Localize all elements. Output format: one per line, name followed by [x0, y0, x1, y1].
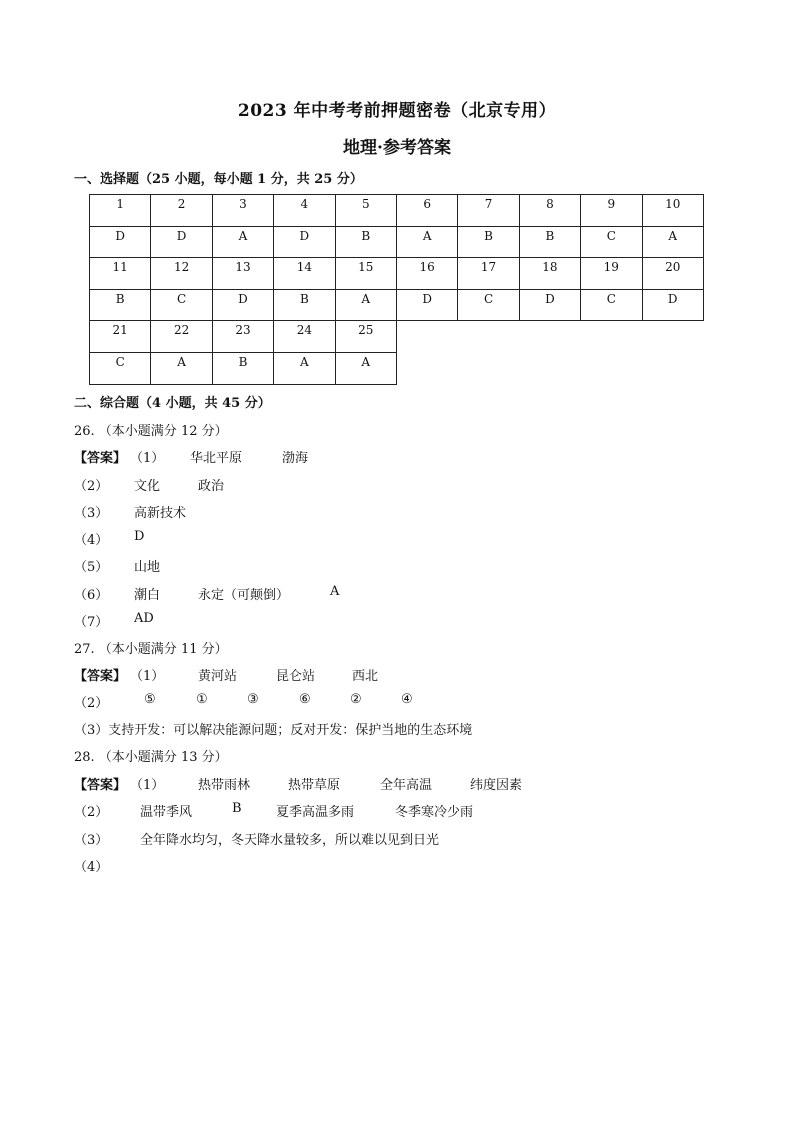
table-cell-empty [519, 352, 580, 384]
part-label: （2） [74, 805, 109, 820]
answer-text: 热带雨林 [198, 778, 251, 793]
table-cell-answer: D [274, 226, 335, 258]
answer-text: 温带季风 [140, 805, 193, 820]
table-cell-answer: B [90, 289, 151, 321]
table-cell-question-number: 1 [90, 195, 151, 227]
part-label: （1） [130, 778, 165, 793]
table-cell-empty [581, 321, 642, 353]
table-cell-answer: A [396, 226, 457, 258]
table-cell-answer: C [581, 289, 642, 321]
table-cell-question-number: 24 [274, 321, 335, 353]
table-cell-question-number: 20 [642, 258, 703, 290]
table-cell-answer: A [274, 352, 335, 384]
answer-text: 渤海 [282, 451, 309, 466]
q26-header: 26. （本小题满分 12 分） [74, 424, 228, 439]
table-row-answers [90, 226, 704, 258]
part-label: （4） [74, 533, 109, 548]
answer-sequence-item: ⑤ [144, 692, 156, 707]
answer-text: 夏季高温多雨 [276, 805, 355, 820]
table-cell-answer: B [274, 289, 335, 321]
part-label: （2） [74, 479, 109, 494]
answer-text: AD [134, 611, 154, 626]
table-cell-question-number: 12 [151, 258, 212, 290]
answer-text: 全年高温 [380, 778, 433, 793]
answer-text: A [330, 584, 340, 599]
table-cell-question-number: 22 [151, 321, 212, 353]
answer-text: B [232, 801, 242, 816]
table-cell-empty [458, 321, 519, 353]
table-cell-answer: D [151, 226, 212, 258]
table-cell-empty [396, 321, 457, 353]
part-label: （1） [130, 669, 165, 684]
table-cell-question-number: 13 [212, 258, 273, 290]
answer-text: 西北 [352, 669, 379, 684]
table-cell-question-number: 15 [335, 258, 396, 290]
part-label: （7） [74, 615, 109, 630]
table-cell-answer: B [519, 226, 580, 258]
table-cell-question-number: 23 [212, 321, 273, 353]
table-cell-answer: D [396, 289, 457, 321]
table-cell-question-number: 14 [274, 258, 335, 290]
table-cell-answer: C [151, 289, 212, 321]
table-cell-question-number: 17 [458, 258, 519, 290]
table-row-answers [90, 352, 704, 384]
table-cell-empty [458, 352, 519, 384]
part-label: （3） [74, 506, 109, 521]
table-cell-question-number: 7 [458, 195, 519, 227]
table-row-answers [90, 289, 704, 321]
table-cell-question-number: 6 [396, 195, 457, 227]
answer-tag: 【答案】 [74, 669, 127, 684]
table-row-question-numbers [90, 258, 704, 290]
table-cell-answer: A [335, 289, 396, 321]
table-cell-answer: D [212, 289, 273, 321]
part-label: （2） [74, 696, 109, 711]
table-cell-empty [581, 352, 642, 384]
table-cell-question-number: 2 [151, 195, 212, 227]
table-cell-empty [642, 352, 703, 384]
table-cell-empty [642, 321, 703, 353]
answer-tag: 【答案】 [74, 778, 127, 793]
table-cell-question-number: 18 [519, 258, 580, 290]
answer-text: 全年降水均匀，冬天降水量较多，所以难以见到日光 [140, 833, 440, 848]
q27-header: 27. （本小题满分 11 分） [74, 642, 228, 657]
answer-text: 永定（可颠倒） [198, 588, 290, 603]
answer-sequence-item: ① [196, 692, 208, 707]
answer-table [89, 194, 704, 385]
table-cell-answer: D [90, 226, 151, 258]
table-cell-question-number: 9 [581, 195, 642, 227]
answer-text: 文化 [134, 479, 161, 494]
table-cell-question-number: 21 [90, 321, 151, 353]
table-cell-question-number: 10 [642, 195, 703, 227]
answer-text: 潮白 [134, 588, 161, 603]
answer-text: D [134, 529, 145, 544]
answer-text: 冬季寒冷少雨 [395, 805, 474, 820]
q27-part3: （3）支持开发：可以解决能源问题；反对开发：保护当地的生态环境 [74, 723, 473, 738]
page-subtitle: 地理·参考答案 [343, 138, 451, 158]
answer-text: 黄河站 [198, 669, 238, 684]
answer-sequence-item: ③ [247, 692, 259, 707]
table-cell-answer: A [151, 352, 212, 384]
table-cell-answer: A [212, 226, 273, 258]
answer-text: 华北平原 [190, 451, 243, 466]
table-cell-answer: D [642, 289, 703, 321]
table-cell-empty [519, 321, 580, 353]
table-cell-question-number: 11 [90, 258, 151, 290]
table-cell-question-number: 19 [581, 258, 642, 290]
table-cell-answer: A [335, 352, 396, 384]
table-cell-answer: B [335, 226, 396, 258]
table-cell-answer: C [581, 226, 642, 258]
table-cell-question-number: 4 [274, 195, 335, 227]
part-label: （6） [74, 588, 109, 603]
q28-header: 28. （本小题满分 13 分） [74, 750, 228, 765]
table-cell-question-number: 25 [335, 321, 396, 353]
table-cell-question-number: 5 [335, 195, 396, 227]
answer-sequence-item: ② [350, 692, 362, 707]
section-heading-comprehensive: 二、综合题（4 小题，共 45 分） [74, 396, 271, 411]
table-cell-question-number: 16 [396, 258, 457, 290]
table-cell-answer: B [212, 352, 273, 384]
table-row-question-numbers [90, 321, 704, 353]
answer-text: 高新技术 [134, 506, 187, 521]
answer-sequence-item: ④ [401, 692, 413, 707]
answer-sequence-item: ⑥ [299, 692, 311, 707]
table-row-question-numbers [90, 195, 704, 227]
table-cell-answer: A [642, 226, 703, 258]
table-cell-answer: C [458, 289, 519, 321]
answer-text: 政治 [198, 479, 225, 494]
table-cell-question-number: 3 [212, 195, 273, 227]
page-title: 2023 年中考考前押题密卷（北京专用） [237, 101, 557, 121]
part-label: （3） [74, 833, 109, 848]
answer-text: 纬度因素 [470, 778, 523, 793]
part-label: （1） [130, 451, 165, 466]
part-label: （5） [74, 560, 109, 575]
table-cell-question-number: 8 [519, 195, 580, 227]
part-label: （4） [74, 860, 109, 875]
table-cell-answer: B [458, 226, 519, 258]
table-cell-answer: C [90, 352, 151, 384]
table-cell-empty [396, 352, 457, 384]
section-heading-choice: 一、选择题（25 小题，每小题 1 分，共 25 分） [74, 172, 363, 187]
answer-text: 热带草原 [288, 778, 341, 793]
table-cell-answer: D [519, 289, 580, 321]
answer-text: 昆仑站 [276, 669, 316, 684]
answer-tag: 【答案】 [74, 451, 127, 466]
answer-text: 山地 [134, 560, 161, 575]
